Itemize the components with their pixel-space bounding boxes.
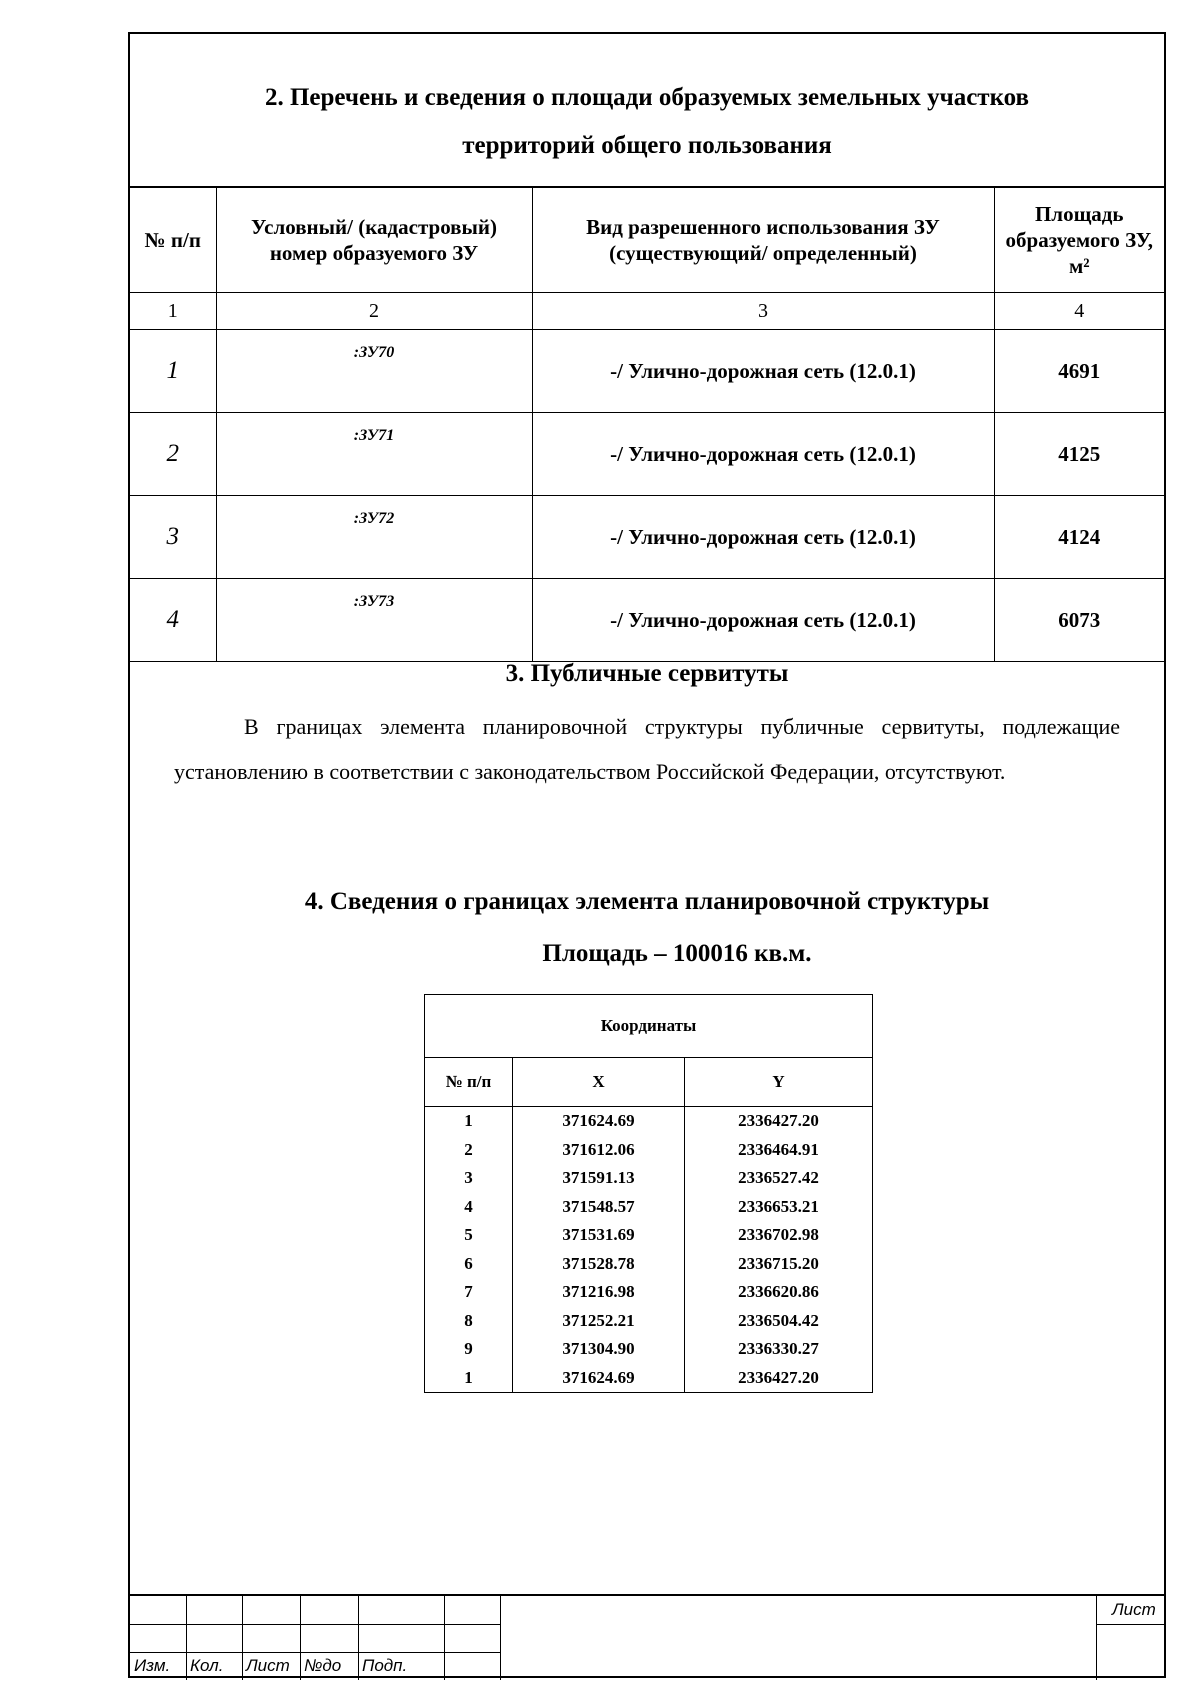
table-row bbox=[425, 1335, 873, 1364]
coord-x: 371612.06 bbox=[513, 1136, 685, 1165]
point-number: 3 bbox=[425, 1164, 513, 1193]
plot-id: :ЗУ72 bbox=[216, 496, 532, 579]
stamp-row-line bbox=[130, 1624, 500, 1625]
stamp-label-doc: №до bbox=[304, 1656, 342, 1675]
header-x: X bbox=[513, 1058, 685, 1107]
row-number: 2 bbox=[130, 413, 216, 496]
page-frame bbox=[128, 32, 1166, 1678]
column-number-row bbox=[130, 293, 1164, 330]
column-number: 4 bbox=[994, 293, 1164, 330]
stamp-label-signature: Подп. bbox=[362, 1656, 408, 1675]
row-number: 1 bbox=[130, 330, 216, 413]
column-number: 3 bbox=[532, 293, 994, 330]
coord-x: 371216.98 bbox=[513, 1278, 685, 1307]
header-y: Y bbox=[685, 1058, 873, 1107]
stamp-divider bbox=[500, 1596, 501, 1680]
table-row bbox=[425, 1136, 873, 1165]
coordinates-title-row bbox=[425, 995, 873, 1058]
coord-x: 371624.69 bbox=[513, 1107, 685, 1136]
table-header-row bbox=[130, 187, 1164, 293]
coord-y: 2336464.91 bbox=[685, 1136, 873, 1165]
stamp-divider bbox=[300, 1596, 301, 1680]
plot-area: 4691 bbox=[994, 330, 1164, 413]
table-row bbox=[130, 579, 1164, 662]
stamp-divider bbox=[242, 1596, 243, 1680]
coord-y: 2336427.20 bbox=[685, 1364, 873, 1393]
coord-y: 2336715.20 bbox=[685, 1250, 873, 1279]
point-number: 6 bbox=[425, 1250, 513, 1279]
coord-x: 371252.21 bbox=[513, 1307, 685, 1336]
table-row bbox=[425, 1307, 873, 1336]
coord-y: 2336620.86 bbox=[685, 1278, 873, 1307]
header-permitted-use: Вид разрешенного использования ЗУ (существующий/ определенный) bbox=[532, 187, 994, 293]
stamp-divider bbox=[186, 1596, 187, 1680]
permitted-use: -/ Улично-дорожная сеть (12.0.1) bbox=[532, 413, 994, 496]
table-row bbox=[425, 1278, 873, 1307]
coord-x: 371624.69 bbox=[513, 1364, 685, 1393]
stamp-row-line bbox=[130, 1652, 500, 1653]
coordinates-header-row bbox=[425, 1058, 873, 1107]
coord-x: 371548.57 bbox=[513, 1193, 685, 1222]
table-row bbox=[130, 413, 1164, 496]
coordinates-title: Координаты bbox=[425, 995, 873, 1058]
coord-y: 2336527.42 bbox=[685, 1164, 873, 1193]
column-number: 2 bbox=[216, 293, 532, 330]
permitted-use: -/ Улично-дорожная сеть (12.0.1) bbox=[532, 330, 994, 413]
table-row bbox=[425, 1164, 873, 1193]
point-number: 5 bbox=[425, 1221, 513, 1250]
permitted-use: -/ Улично-дорожная сеть (12.0.1) bbox=[532, 496, 994, 579]
point-number: 1 bbox=[425, 1364, 513, 1393]
plot-area: 4125 bbox=[994, 413, 1164, 496]
section3-title: 3. Публичные сервитуты bbox=[505, 660, 789, 687]
coord-y: 2336330.27 bbox=[685, 1335, 873, 1364]
point-number: 1 bbox=[425, 1107, 513, 1136]
coord-y: 2336653.21 bbox=[685, 1193, 873, 1222]
stamp-divider bbox=[1096, 1596, 1097, 1680]
point-number: 4 bbox=[425, 1193, 513, 1222]
stamp-row-line bbox=[1096, 1624, 1164, 1625]
coord-x: 371531.69 bbox=[513, 1221, 685, 1250]
table-row bbox=[130, 496, 1164, 579]
table-row bbox=[425, 1364, 873, 1393]
section3-paragraph: В границах элемента планировочной структуры публичные сервитуты, подлежащие установлению в соответствии с законодательством Российской Федерации, отсутствуют. bbox=[174, 714, 1120, 784]
row-number: 3 bbox=[130, 496, 216, 579]
plot-id: :ЗУ71 bbox=[216, 413, 532, 496]
stamp-sheet-label: Лист bbox=[1112, 1600, 1156, 1619]
header-number: № п/п bbox=[130, 187, 216, 293]
coord-y: 2336504.42 bbox=[685, 1307, 873, 1336]
section2-title-line1: 2. Перечень и сведения о площади образуемых земельных участков bbox=[264, 84, 1030, 111]
coord-x: 371591.13 bbox=[513, 1164, 685, 1193]
column-number: 1 bbox=[130, 293, 216, 330]
header-number: № п/п bbox=[425, 1058, 513, 1107]
title-block-stamp bbox=[130, 1594, 1164, 1680]
stamp-divider bbox=[358, 1596, 359, 1680]
land-plots-table bbox=[130, 186, 1164, 662]
table-row bbox=[425, 1221, 873, 1250]
stamp-label-sheet: Лист bbox=[246, 1656, 290, 1675]
permitted-use: -/ Улично-дорожная сеть (12.0.1) bbox=[532, 579, 994, 662]
table-row bbox=[130, 330, 1164, 413]
header-area: Площадь образуемого ЗУ, м² bbox=[994, 187, 1164, 293]
stamp-label-count: Кол. bbox=[190, 1656, 224, 1675]
plot-area: 4124 bbox=[994, 496, 1164, 579]
coord-x: 371304.90 bbox=[513, 1335, 685, 1364]
table-row bbox=[425, 1107, 873, 1136]
point-number: 8 bbox=[425, 1307, 513, 1336]
plot-id: :ЗУ70 bbox=[216, 330, 532, 413]
stamp-divider bbox=[444, 1596, 445, 1680]
section2-title-line2: территорий общего пользования bbox=[462, 132, 832, 159]
coordinates-table bbox=[424, 994, 873, 1393]
header-plot-id: Условный/ (кадастровый) номер образуемого ЗУ bbox=[216, 187, 532, 293]
coord-y: 2336702.98 bbox=[685, 1221, 873, 1250]
point-number: 7 bbox=[425, 1278, 513, 1307]
plot-id: :ЗУ73 bbox=[216, 579, 532, 662]
coord-x: 371528.78 bbox=[513, 1250, 685, 1279]
section4-title: 4. Сведения о границах элемента планировочной структуры bbox=[304, 888, 990, 915]
section4-area: Площадь – 100016 кв.м. bbox=[542, 940, 812, 967]
plot-area: 6073 bbox=[994, 579, 1164, 662]
table-row bbox=[425, 1250, 873, 1279]
coord-y: 2336427.20 bbox=[685, 1107, 873, 1136]
table-row bbox=[425, 1193, 873, 1222]
row-number: 4 bbox=[130, 579, 216, 662]
point-number: 2 bbox=[425, 1136, 513, 1165]
point-number: 9 bbox=[425, 1335, 513, 1364]
stamp-label-change: Изм. bbox=[134, 1656, 171, 1675]
